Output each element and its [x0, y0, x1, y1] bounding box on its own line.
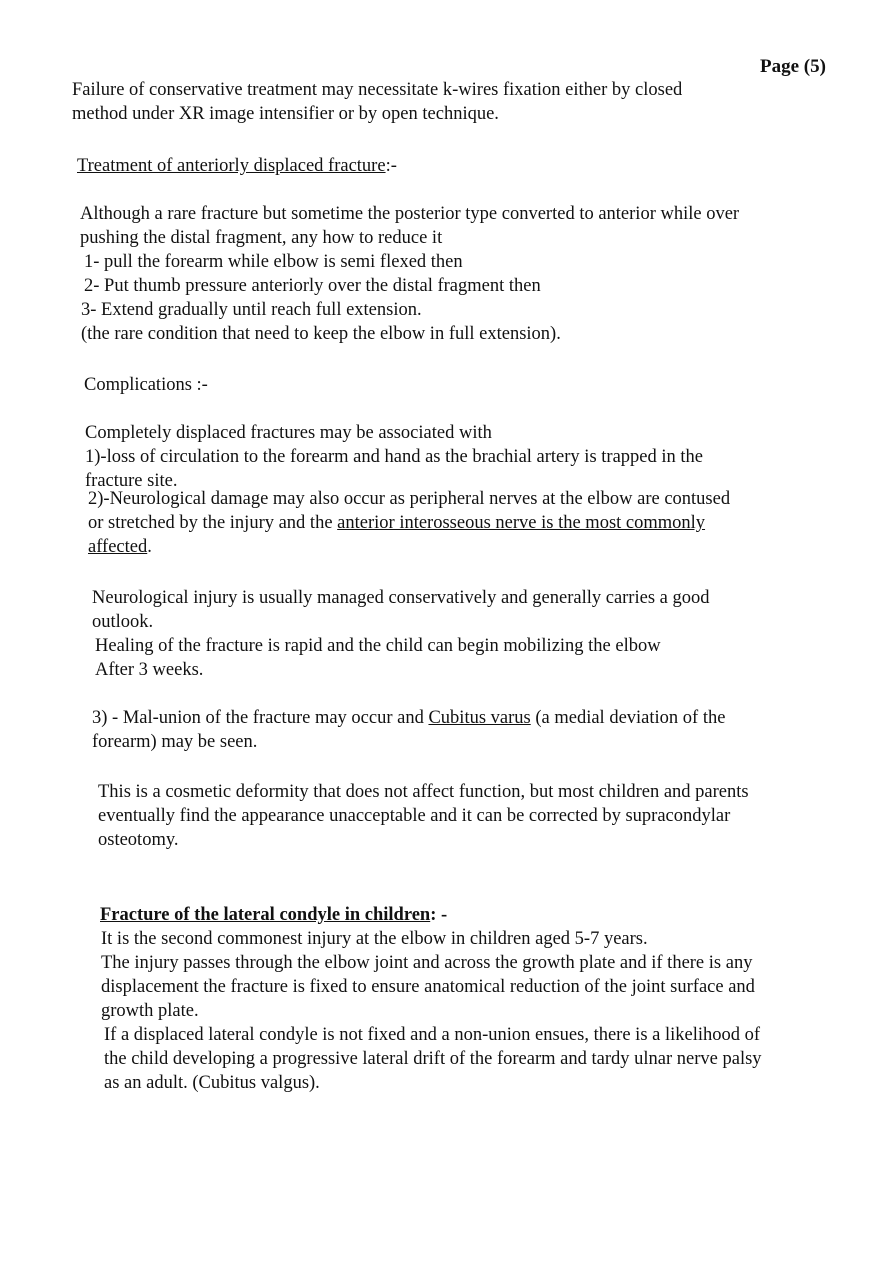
anterior-note: (the rare condition that need to keep the elbow in full extension). [81, 324, 561, 344]
anterior-paragraph [80, 202, 739, 250]
complication-neuro [88, 487, 730, 559]
complications-lead: Completely displaced fractures may be associated with [85, 423, 492, 443]
step-item: 2- Put thumb pressure anteriorly over the distal fragment then [84, 276, 541, 296]
intro-line: method under XR image intensifier or by open technique. [72, 104, 499, 124]
neuro-paragraph [92, 586, 709, 634]
lateral-paragraph-2 [104, 1023, 762, 1095]
cosmetic-line: This is a cosmetic deformity that does not affect function, but most children and parents [98, 782, 749, 802]
lateral-line: displacement the fracture is fixed to ensure anatomical reduction of the joint surface and [101, 977, 755, 997]
neuro-line: Healing of the fracture is rapid and the child can begin mobilizing the elbow [95, 636, 661, 656]
lateral-line: as an adult. (Cubitus valgus). [104, 1073, 320, 1093]
step-item: 1- pull the forearm while elbow is semi flexed then [84, 252, 463, 272]
complications-list [85, 421, 703, 493]
lateral-line: growth plate. [101, 1001, 199, 1021]
cosmetic-line: eventually find the appearance unacceptable and it can be corrected by supracondylar [98, 806, 731, 826]
complication-underlined-text: anterior interosseous nerve is the most commonly [337, 513, 706, 533]
anterior-heading-suffix: :- [385, 156, 397, 176]
complication-item-line [88, 511, 730, 535]
lateral-line: If a displaced lateral condyle is not fixed and a non-union ensues, there is a likelihood of [104, 1025, 761, 1045]
neuro-line: outlook. [92, 612, 154, 632]
malunion-line [92, 706, 725, 730]
anterior-text-line: Although a rare fracture but sometime the posterior type converted to anterior while over [80, 204, 740, 224]
intro-line: Failure of conservative treatment may necessitate k-wires fixation either by closed [72, 80, 683, 100]
malunion-line: forearm) may be seen. [92, 732, 258, 752]
complication-underlined-text: affected [88, 537, 148, 557]
lateral-line: It is the second commonest injury at the elbow in children aged 5-7 years. [101, 929, 648, 949]
lateral-heading-text: Fracture of the lateral condyle in children [100, 905, 431, 925]
complication-item: fracture site. [85, 471, 178, 491]
intro-paragraph [72, 78, 682, 126]
lateral-heading [100, 903, 447, 927]
malunion-prefix: 3) - Mal-union of the fracture may occur and [92, 708, 429, 728]
anterior-heading [77, 154, 397, 178]
complication-item-line [88, 535, 730, 559]
anterior-heading-text: Treatment of anteriorly displaced fracture [77, 156, 386, 176]
anterior-steps [84, 250, 541, 298]
cosmetic-paragraph [98, 780, 749, 852]
cubitus-varus-term: Cubitus varus [428, 708, 531, 728]
complication-item: 1)-loss of circulation to the forearm and hand as the brachial artery is trapped in the [85, 447, 703, 467]
anterior-steps-end [81, 298, 561, 346]
complication-plain-text: or stretched by the injury and the [88, 513, 338, 533]
lateral-line: the child developing a progressive lateral drift of the forearm and tardy ulnar nerve palsy [104, 1049, 762, 1069]
lateral-heading-suffix: : - [430, 905, 448, 925]
neuro-line: Neurological injury is usually managed conservatively and generally carries a good [92, 588, 710, 608]
anterior-text-line: pushing the distal fragment, any how to reduce it [80, 228, 443, 248]
complications-heading: Complications :- [84, 375, 208, 395]
neuro-line: After 3 weeks. [95, 660, 204, 680]
page-number: Page (5) [760, 56, 826, 77]
malunion-paragraph [92, 706, 725, 754]
healing-paragraph [95, 634, 661, 682]
complication-item: 2)-Neurological damage may also occur as peripheral nerves at the elbow are contused [88, 489, 731, 509]
step-item: 3- Extend gradually until reach full extension. [81, 300, 422, 320]
malunion-suffix: (a medial deviation of the [530, 708, 726, 728]
lateral-line: The injury passes through the elbow joint and across the growth plate and if there is any [101, 953, 753, 973]
complication-suffix: . [147, 537, 152, 557]
cosmetic-line: osteotomy. [98, 830, 179, 850]
lateral-paragraph [101, 927, 755, 1023]
